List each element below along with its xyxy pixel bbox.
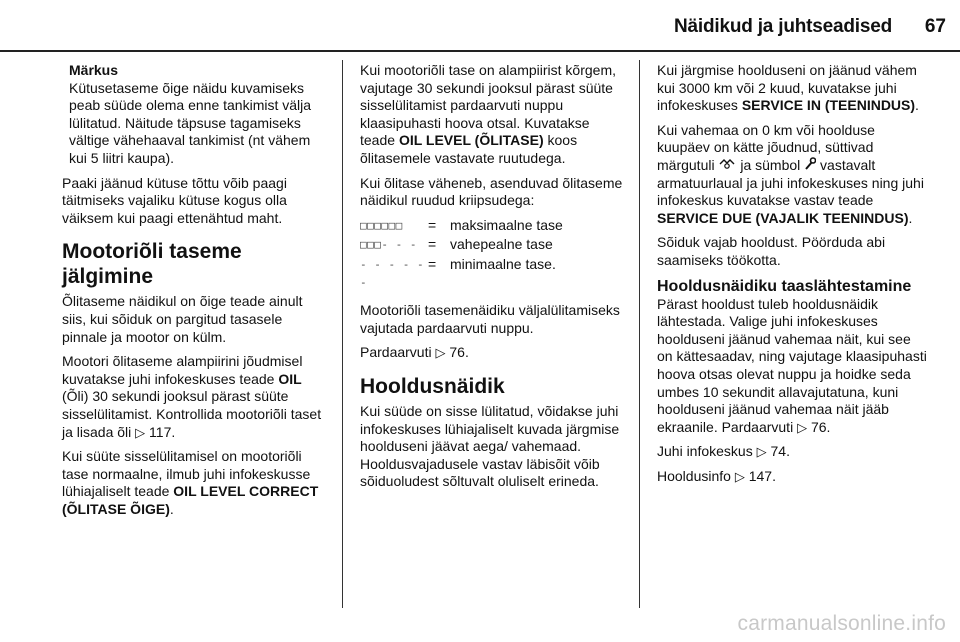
paragraph [360,344,625,362]
level-symbol: □□□□□□ [360,218,403,232]
page-header [0,0,960,50]
paragraph: Õlitaseme näidikul on õige teade ainult siis, kui sõiduk on pargitud tasasele pinnale ja mootor on külm. [62,293,303,345]
paragraph: Sõiduk vajab hooldust. Pöörduda abi saamiseks töökotta. [657,234,886,268]
text: Kui järgmise hoolduseni on jäänud vähem kui 3000 km või 2 kuud, kuvatakse juhi infokeskuses [657,62,917,114]
text: Mootori õlitaseme alampiirini jõudmisel kuvatakse juhi infokeskuses teade [62,353,303,387]
paragraph: Paaki jäänud kütuse tõttu võib paagi täitmiseks vajaliku kütuse kogus olla väiksem kui paagi ettenähtud maht. [62,174,287,226]
paragraph [657,62,927,115]
level-symbol: - - - - - - [360,257,425,289]
page-ref-arrow-icon: ▷ [756,444,767,460]
column-3 [657,62,927,492]
page-ref: 74. [770,443,790,460]
text: . [169,500,174,517]
text: (Õli) 30 sekundi jooksul pärast süüte sisselülitamist. Kontrollida mootoriõli taset ja lisada õli [62,388,322,440]
text: Pardaarvuti [360,344,436,361]
paragraph [62,353,327,441]
level-label: maksimaalne tase [450,216,563,233]
page-ref: 117. [149,423,176,440]
text: Kui mootoriõli tase on alampiirist kõrgem, vajutage 30 sekundi jooksul pärast süüte sisselülitamist pardaarvuti nuppu klaasipuhasti hoova otsal. Kuvatakse teade [360,62,616,149]
page-ref-arrow-icon: ▷ [435,345,446,361]
level-label: vahepealne tase [450,236,553,253]
note-box [62,62,327,168]
page-ref: 76. [810,418,831,435]
paragraph [657,296,927,437]
column-divider-2 [639,60,640,608]
message-oil: OIL [278,370,302,387]
column-2 [360,62,625,498]
level-symbol: □□□- - - [360,238,417,252]
header-divider [0,50,960,52]
page-number: 67 [924,16,946,37]
text: Juhi infokeskus [657,443,757,460]
page-ref: 76. [449,344,469,361]
paragraph [657,443,927,461]
service-warning-light-icon [718,157,736,175]
text: . [908,209,913,226]
message-service-in: SERVICE IN (TEENINDUS) [741,97,916,114]
section-heading-oil-level: Mootoriõli taseme jälgimine [62,240,242,289]
oil-level-table [360,217,563,293]
paragraph: Kui õlitase väheneb, asenduvad õlitaseme näidikul ruudud kriipsudega: [360,174,623,209]
message-oil-level: OIL LEVEL (ÕLITASE) [398,132,544,149]
note-body: Kütusetaseme õige näidu kuvamiseks peab süüde olema enne tankimist välja lülitatud. Näitude täpsuse tagamiseks vältige vähehaaval tankimist (nt vähem kui 5 liitri kaupa). [69,79,312,166]
table-row [360,256,563,293]
page-ref-arrow-icon: ▷ [135,424,146,440]
paragraph: Kui süüde on sisse lülitatud, võidakse juhi infokeskuses lühiajaliselt kuvada järgmise hoolduseni jäävat aega/ vahemaad. Hooldusvajadusele vastav läbisõit võib sõiduoludest sõltuvalt oluliselt erineda. [360,402,620,490]
column-divider-1 [342,60,343,608]
section-heading-service-reset: Hooldusnäidiku taaslähtestamine [657,277,912,295]
page-ref-arrow-icon: ▷ [734,468,745,484]
page-ref-arrow-icon: ▷ [797,419,808,435]
paragraph [657,122,927,228]
text: ja sümbol [736,156,805,173]
paragraph [657,468,927,486]
equals-sign: = [428,255,437,272]
note-title: Märkus [69,62,119,78]
table-row [360,236,563,256]
text: vastavalt armatuurlaual ja juhi infokeskuses ning juhi infokeskus kuvatakse vastav teade [657,156,924,209]
equals-sign: = [428,236,437,253]
text: . [915,97,919,114]
text: Pärast hooldust tuleb hooldusnäidik lähtestada. Valige juhi infokeskuses hoolduseni jäänud vahemaa näit, kui see on kättesaadav, ning vajutage klaasipuhasti hoova otsas olevat nuppu ja hoidke seda umbes 10 sekundit allavajutatuna, kuni hoolduseni jäänud vahemaa näit jääb ekraanile. Pardaarvuti [657,295,927,435]
text: Kui süüte sisselülitamisel on mootoriõli tase normaalne, ilmub juhi infokeskusse lühiajaliselt teade [62,448,311,500]
text: Kui vahemaa on 0 km või hoolduse kuupäev on kätte jõudnud, süttivad märgutuli [657,121,875,173]
text: koos õlitasemele vastavate ruutudega. [360,132,578,166]
message-service-due: SERVICE DUE (VAJALIK TEENINDUS) [657,209,909,226]
paragraph [62,448,327,518]
paragraph: Mootoriõli tasemenäidiku väljalülitamiseks vajutada pardaarvuti nuppu. [360,302,620,336]
paragraph [360,62,625,168]
equals-sign: = [428,216,437,233]
table-row [360,217,563,237]
message-oil-level-correct: OIL LEVEL CORRECT (ÕLITASE ÕIGE) [62,483,319,517]
watermark[interactable]: carmanualsonline.info [737,612,946,635]
wrench-icon [804,157,816,175]
page-ref: 147. [748,467,776,484]
page-title: Näidikud ja juhtseadised [674,16,892,37]
level-label: minimaalne tase. [450,255,556,272]
column-1 [62,62,327,525]
text: Hooldusinfo [657,467,735,484]
section-heading-service: Hooldusnäidik [360,374,505,398]
